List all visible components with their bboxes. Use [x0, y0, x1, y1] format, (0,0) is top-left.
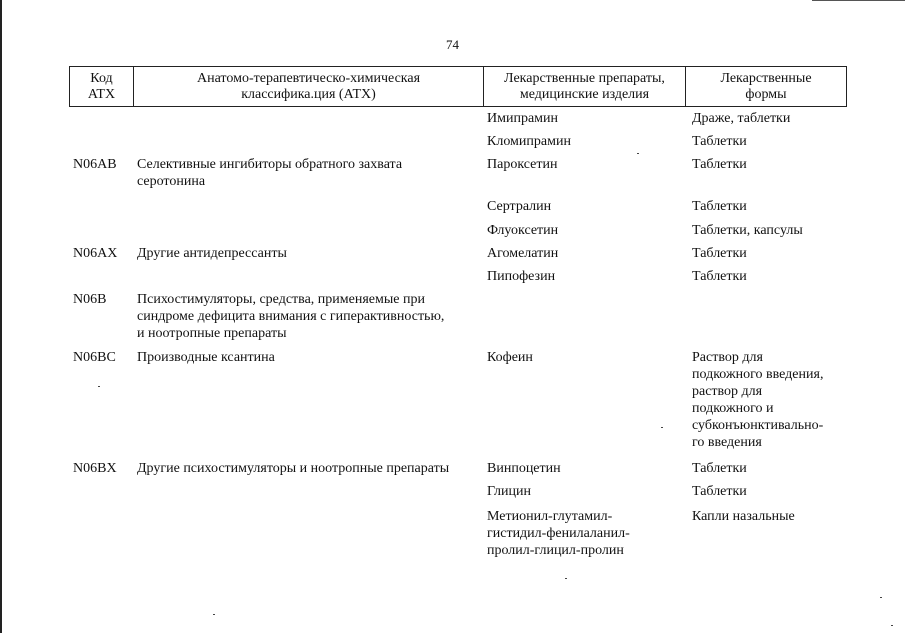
classification-cell — [137, 291, 482, 342]
drug-name-line: Кофеин — [487, 350, 533, 365]
dosage-form-line: Драже, таблетки — [692, 111, 791, 126]
form-cell — [692, 508, 852, 525]
drug-name-line: Винпоцетин — [487, 461, 561, 476]
form-cell — [692, 156, 852, 173]
dosage-form-line: Таблетки — [692, 461, 747, 476]
drug-cell — [487, 110, 682, 127]
dosage-form-line: Таблетки — [692, 199, 747, 214]
drug-cell — [487, 508, 682, 559]
dosage-form-line: подкожного и — [692, 401, 774, 416]
drug-cell — [487, 222, 682, 239]
dosage-form-line: Таблетки — [692, 246, 747, 261]
form-cell — [692, 483, 852, 500]
table-header — [69, 66, 847, 107]
classification-line: Другие антидепрессанты — [137, 246, 287, 261]
scan-speck — [637, 153, 639, 154]
dosage-form-line: Таблетки — [692, 134, 747, 149]
classification-cell — [137, 460, 482, 477]
page-number: 74 — [446, 37, 459, 52]
drug-name-line: гистидил-фенилаланил- — [487, 526, 630, 541]
drug-name-line: пролил-глицил-пролин — [487, 543, 624, 558]
dosage-form-line: Таблетки — [692, 269, 747, 284]
classification-line: серотонина — [137, 174, 206, 189]
form-cell — [692, 110, 852, 127]
dosage-form-line: го введения — [692, 435, 762, 450]
drug-cell — [487, 198, 682, 215]
dosage-form-line: Капли назальные — [692, 509, 795, 524]
classification-cell — [137, 245, 482, 262]
scan-speck — [880, 597, 882, 598]
dosage-form-line: Раствор для — [692, 350, 763, 365]
classification-cell — [137, 156, 482, 190]
drug-name-line: Пипофезин — [487, 269, 556, 284]
scan-speck — [891, 625, 893, 626]
dosage-form-line: Таблетки — [692, 157, 747, 172]
form-cell — [692, 222, 852, 239]
drug-cell — [487, 156, 682, 173]
drug-name-line: Имипрамин — [487, 111, 559, 126]
drug-cell — [487, 460, 682, 477]
drug-name-line: Глицин — [487, 484, 531, 499]
header-forms: Лекарственные формы — [720, 70, 812, 102]
drug-cell — [487, 245, 682, 262]
drug-cell — [487, 268, 682, 285]
scan-speck — [661, 427, 663, 428]
classification-line: и ноотропные препараты — [137, 326, 287, 341]
drug-cell — [487, 349, 682, 366]
classification-line: Другие психостимуляторы и ноотропные препараты — [137, 461, 450, 476]
drug-name-line: Сертралин — [487, 199, 552, 214]
dosage-form-line: Таблетки, капсулы — [692, 223, 803, 238]
form-cell — [692, 268, 852, 285]
dosage-form-line: раствор для — [692, 384, 763, 399]
header-drugs: Лекарственные препараты, медицинские изделия — [484, 67, 686, 106]
atx-code: N06BX — [73, 461, 117, 476]
drug-name-line: Метионил-глутамил- — [487, 509, 613, 524]
scan-speck — [98, 386, 100, 387]
atx-code: N06AX — [73, 246, 118, 261]
classification-line: синдроме дефицита внимания с гиперактивностью, — [137, 309, 445, 324]
drug-cell — [487, 133, 682, 150]
drug-name-line: Флуоксетин — [487, 223, 559, 238]
header-code: Код ATX — [70, 67, 134, 106]
classification-cell — [137, 349, 482, 366]
drug-cell — [487, 483, 682, 500]
classification-line: Психостимуляторы, средства, применяемые при — [137, 292, 425, 307]
scan-speck — [213, 614, 215, 615]
scan-left-edge — [0, 0, 2, 633]
form-cell — [692, 198, 852, 215]
atx-code: N06AB — [73, 157, 117, 172]
drug-name-line: Пароксетин — [487, 157, 558, 172]
classification-line: Производные ксантина — [137, 350, 275, 365]
dosage-form-line: подкожного введения, — [692, 367, 824, 382]
dosage-form-line: субконъюнктивально- — [692, 418, 824, 433]
scan-top-edge — [812, 0, 905, 1]
classification-line: Селективные ингибиторы обратного захвата — [137, 157, 403, 172]
form-cell — [692, 460, 852, 477]
drug-name-line: Кломипрамин — [487, 134, 571, 149]
header-classification: Анатомо-терапевтическо-химическая классифика.ция (АТХ) — [134, 67, 484, 106]
form-cell — [692, 133, 852, 150]
form-cell — [692, 349, 852, 451]
atx-code: N06BC — [73, 350, 116, 365]
form-cell — [692, 245, 852, 262]
scan-speck — [565, 578, 567, 579]
atx-code: N06B — [73, 292, 107, 307]
drug-name-line: Агомелатин — [487, 246, 559, 261]
dosage-form-line: Таблетки — [692, 484, 747, 499]
